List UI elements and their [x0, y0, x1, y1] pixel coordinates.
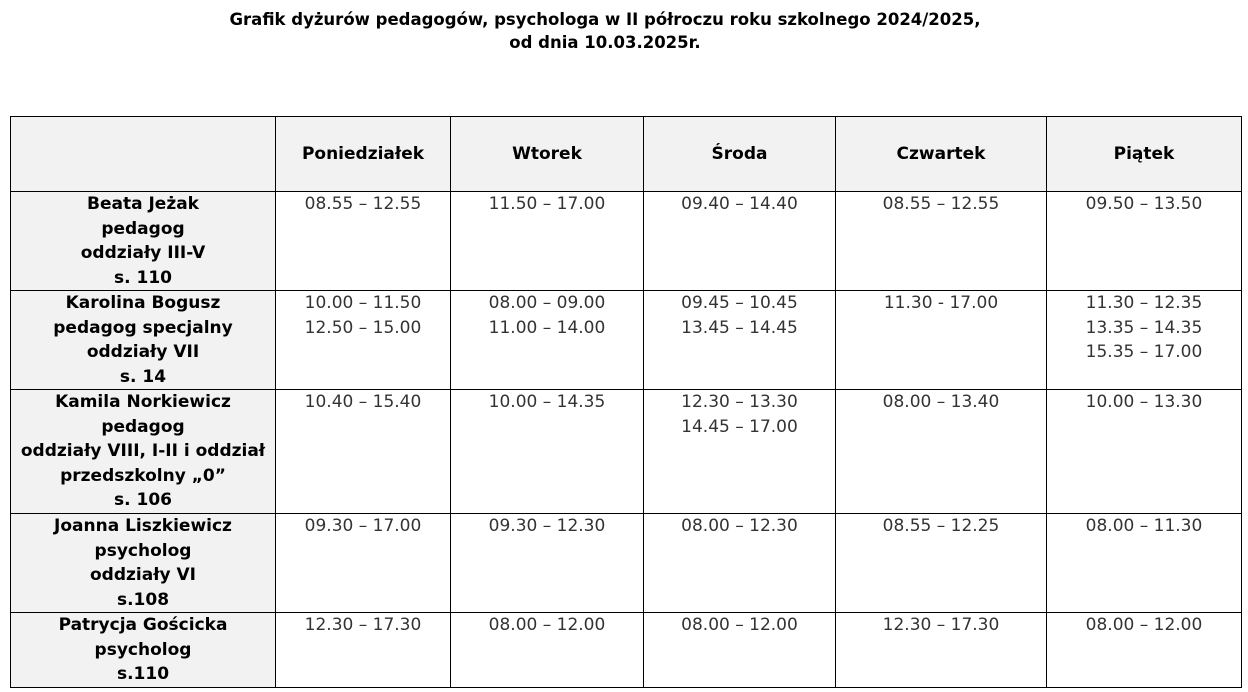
time-range: 09.45 – 10.45	[681, 293, 798, 313]
person-line: psycholog	[94, 540, 192, 561]
person-line: oddziały VIII, I-II i oddział	[20, 441, 266, 461]
slot-cell-tuesday	[451, 192, 644, 291]
person-cell	[11, 390, 276, 514]
time-range: 09.30 – 17.00	[304, 516, 422, 536]
slot-cell-friday	[1047, 613, 1242, 688]
time-range: 08.55 – 12.25	[882, 516, 1000, 536]
person-line: oddziały VII	[86, 342, 200, 362]
time-range: 08.00 – 12.00	[681, 615, 798, 635]
person-line: pedagog specjalny	[53, 317, 233, 338]
time-range: 12.30 – 13.30	[681, 392, 798, 412]
table-row	[11, 514, 1242, 613]
person-line: psycholog	[94, 639, 192, 660]
time-range: 14.45 – 17.00	[681, 416, 798, 437]
person-line: pedagog	[101, 416, 185, 437]
title-line-1: Grafik dyżurów pedagogów, psychologa w II półroczu roku szkolnego 2024/2025,	[229, 10, 981, 29]
person-cell	[11, 192, 276, 291]
slot-cell-monday	[276, 514, 451, 613]
slot-cell-monday	[276, 390, 451, 514]
person-cell	[11, 514, 276, 613]
time-range: 09.50 – 13.50	[1085, 194, 1203, 214]
header-tuesday: Wtorek	[451, 117, 644, 192]
table-row	[11, 613, 1242, 688]
time-range: 11.30 - 17.00	[883, 293, 999, 313]
table-row	[11, 192, 1242, 291]
person-line: Karolina Bogusz	[65, 293, 221, 313]
slot-cell-friday	[1047, 514, 1242, 613]
header-empty-cell	[11, 117, 276, 192]
slot-cell-friday	[1047, 390, 1242, 514]
slot-cell-friday	[1047, 192, 1242, 291]
person-line: s.110	[116, 664, 170, 684]
person-line: Patrycja Gościcka	[58, 615, 228, 635]
time-range: 08.00 – 13.40	[882, 392, 1000, 412]
slot-cell-tuesday	[451, 613, 644, 688]
slot-cell-monday	[276, 192, 451, 291]
person-line: s. 110	[114, 267, 172, 288]
slot-cell-friday	[1047, 291, 1242, 390]
schedule-table	[10, 116, 1242, 688]
time-range: 08.00 – 12.00	[1085, 615, 1203, 635]
time-range: 10.00 – 14.35	[488, 392, 606, 412]
slot-cell-monday	[276, 613, 451, 688]
person-line: Joanna Liszkiewicz	[54, 516, 232, 536]
slot-cell-wednesday	[644, 613, 836, 688]
header-row	[11, 117, 1242, 192]
table-row	[11, 390, 1242, 514]
time-range: 08.00 – 11.30	[1085, 516, 1203, 536]
slot-cell-thursday	[836, 514, 1047, 613]
header-monday: Poniedziałek	[276, 117, 451, 192]
person-cell	[11, 613, 276, 688]
person-line: Beata Jeżak	[86, 194, 199, 214]
slot-cell-tuesday	[451, 390, 644, 514]
time-range: 10.00 – 13.30	[1085, 392, 1203, 412]
time-range: 08.00 – 12.00	[488, 615, 606, 635]
time-range: 13.35 – 14.35	[1085, 317, 1203, 338]
page-title	[0, 8, 1210, 54]
slot-cell-thursday	[836, 390, 1047, 514]
slot-cell-tuesday	[451, 514, 644, 613]
slot-cell-wednesday	[644, 192, 836, 291]
slot-cell-thursday	[836, 291, 1047, 390]
person-line: s.108	[116, 589, 170, 610]
title-line-2: od dnia 10.03.2025r.	[509, 33, 701, 52]
time-range: 08.55 – 12.55	[304, 194, 422, 214]
slot-cell-thursday	[836, 192, 1047, 291]
time-range: 08.55 – 12.55	[882, 194, 1000, 214]
time-range: 11.50 – 17.00	[488, 194, 606, 214]
time-range: 10.40 – 15.40	[304, 392, 422, 412]
time-range: 09.40 – 14.40	[681, 194, 798, 214]
slot-cell-thursday	[836, 613, 1047, 688]
slot-cell-wednesday	[644, 291, 836, 390]
person-line: oddziały VI	[89, 565, 196, 585]
time-range: 08.00 – 09.00	[488, 293, 606, 313]
table-row	[11, 291, 1242, 390]
slot-cell-monday	[276, 291, 451, 390]
time-range: 09.30 – 12.30	[488, 516, 606, 536]
time-range: 08.00 – 12.30	[681, 516, 798, 536]
person-line: przedszkolny „0”	[60, 465, 226, 486]
time-range: 15.35 – 17.00	[1085, 342, 1203, 362]
time-range: 12.50 – 15.00	[304, 317, 422, 338]
time-range: 12.30 – 17.30	[882, 615, 1000, 635]
time-range: 11.30 – 12.35	[1085, 293, 1203, 313]
time-range: 10.00 – 11.50	[304, 293, 422, 313]
person-line: oddziały III-V	[80, 243, 206, 263]
header-wednesday: Środa	[644, 117, 836, 192]
header-friday: Piątek	[1047, 117, 1242, 192]
slot-cell-tuesday	[451, 291, 644, 390]
time-range: 13.45 – 14.45	[681, 317, 798, 338]
slot-cell-wednesday	[644, 514, 836, 613]
person-line: Kamila Norkiewicz	[55, 392, 231, 412]
header-thursday: Czwartek	[836, 117, 1047, 192]
slot-cell-wednesday	[644, 390, 836, 514]
person-cell	[11, 291, 276, 390]
time-range: 12.30 – 17.30	[304, 615, 422, 635]
person-line: pedagog	[101, 218, 185, 239]
person-line: s. 14	[119, 366, 167, 387]
person-line: s. 106	[114, 490, 172, 510]
time-range: 11.00 – 14.00	[488, 317, 606, 338]
